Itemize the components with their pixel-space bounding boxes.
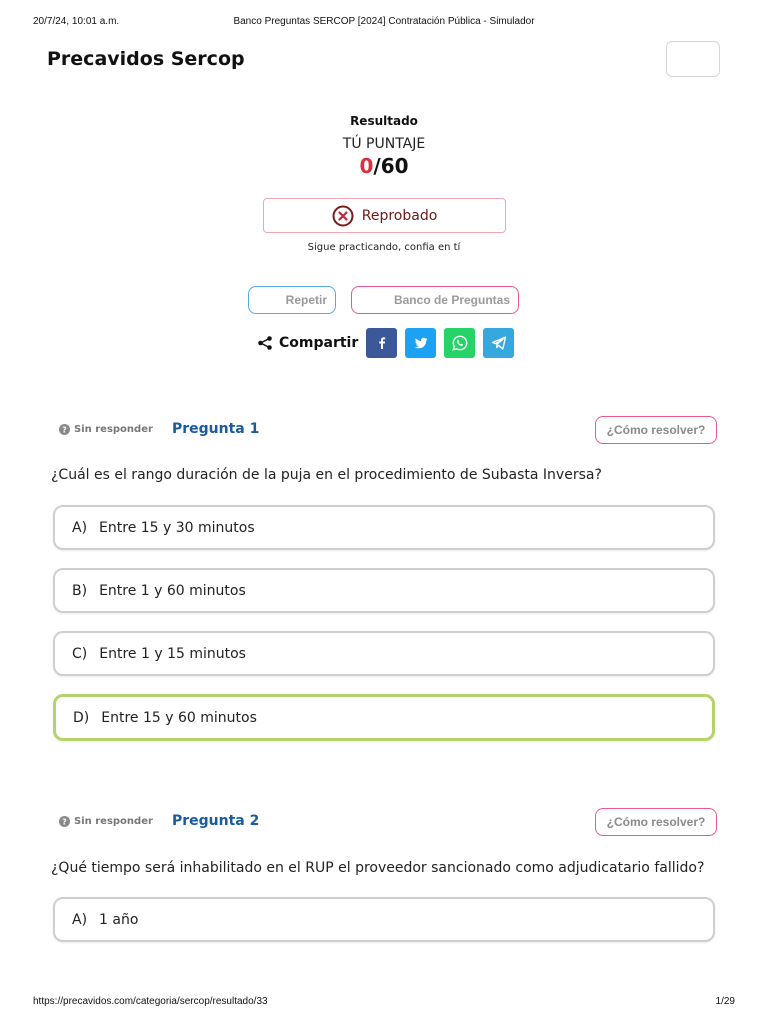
print-page-title: Banco Preguntas SERCOP [2024] Contratación Pública - Simulador [233,16,535,27]
question-title: Pregunta 1 [172,421,260,437]
option-text: 1 año [99,911,139,928]
svg-text:?: ? [62,817,67,827]
question-state [59,816,153,827]
menu-button[interactable] [666,41,720,77]
answer-option-correct[interactable] [53,694,715,741]
score-total: /60 [373,154,409,178]
option-text: Entre 15 y 60 minutos [101,709,257,726]
result-title: Resultado [350,114,418,128]
print-footer [33,996,735,1010]
share-row [257,328,522,358]
option-letter: A) [72,519,88,536]
score-obtained: 0 [359,154,374,178]
option-letter: D) [73,709,90,726]
encourage-message: Sigue practicando, confia en tí [307,242,461,253]
telegram-share-button[interactable] [483,328,514,358]
option-text: Entre 1 y 15 minutos [99,645,246,662]
question-text: ¿Cuál es el rango duración de la puja en el procedimiento de Subasta Inversa? [51,467,602,483]
answer-option[interactable] [53,631,715,676]
whatsapp-icon [451,334,469,352]
answer-option[interactable] [53,568,715,613]
score-label: TÚ PUNTAJE [342,136,426,152]
option-text: Entre 15 y 30 minutos [99,519,255,536]
option-letter: B) [72,582,88,599]
twitter-share-button[interactable] [405,328,436,358]
svg-text:?: ? [62,425,67,435]
twitter-icon [412,334,430,352]
whatsapp-share-button[interactable] [444,328,475,358]
x-circle-icon [332,205,354,227]
question-title: Pregunta 2 [172,813,260,829]
print-header [33,16,735,30]
telegram-icon [490,334,508,352]
question-state-label: Sin responder [74,424,153,435]
option-letter: A) [72,911,88,928]
question-state [59,424,153,435]
question-text: ¿Qué tiempo será inhabilitado en el RUP el proveedor sancionado como adjudicatario fallido? [51,860,705,876]
facebook-share-button[interactable] [366,328,397,358]
question-bank-button[interactable]: Banco de Preguntas [351,286,519,314]
question-state-label: Sin responder [74,816,153,827]
how-to-solve-button[interactable]: ¿Cómo resolver? [595,808,717,836]
repeat-button[interactable]: Repetir [248,286,336,314]
option-letter: C) [72,645,88,662]
facebook-icon [373,334,391,352]
status-text: Reprobado [361,207,438,224]
share-label: Compartir [279,335,359,351]
option-text: Entre 1 y 60 minutos [99,582,246,599]
print-datetime: 20/7/24, 10:01 a.m. [33,16,120,27]
question-mark-icon [59,424,70,435]
result-summary [0,114,768,178]
score [0,154,768,178]
status-badge [263,198,506,233]
share-icon [257,335,273,351]
answer-option[interactable] [53,505,715,550]
question-mark-icon [59,816,70,827]
print-page-number: 1/29 [715,996,735,1007]
print-url: https://precavidos.com/categoria/sercop/resultado/33 [33,996,268,1007]
brand-title[interactable]: Precavidos Sercop [47,48,245,70]
answer-option[interactable] [53,897,715,942]
how-to-solve-button[interactable]: ¿Cómo resolver? [595,416,717,444]
